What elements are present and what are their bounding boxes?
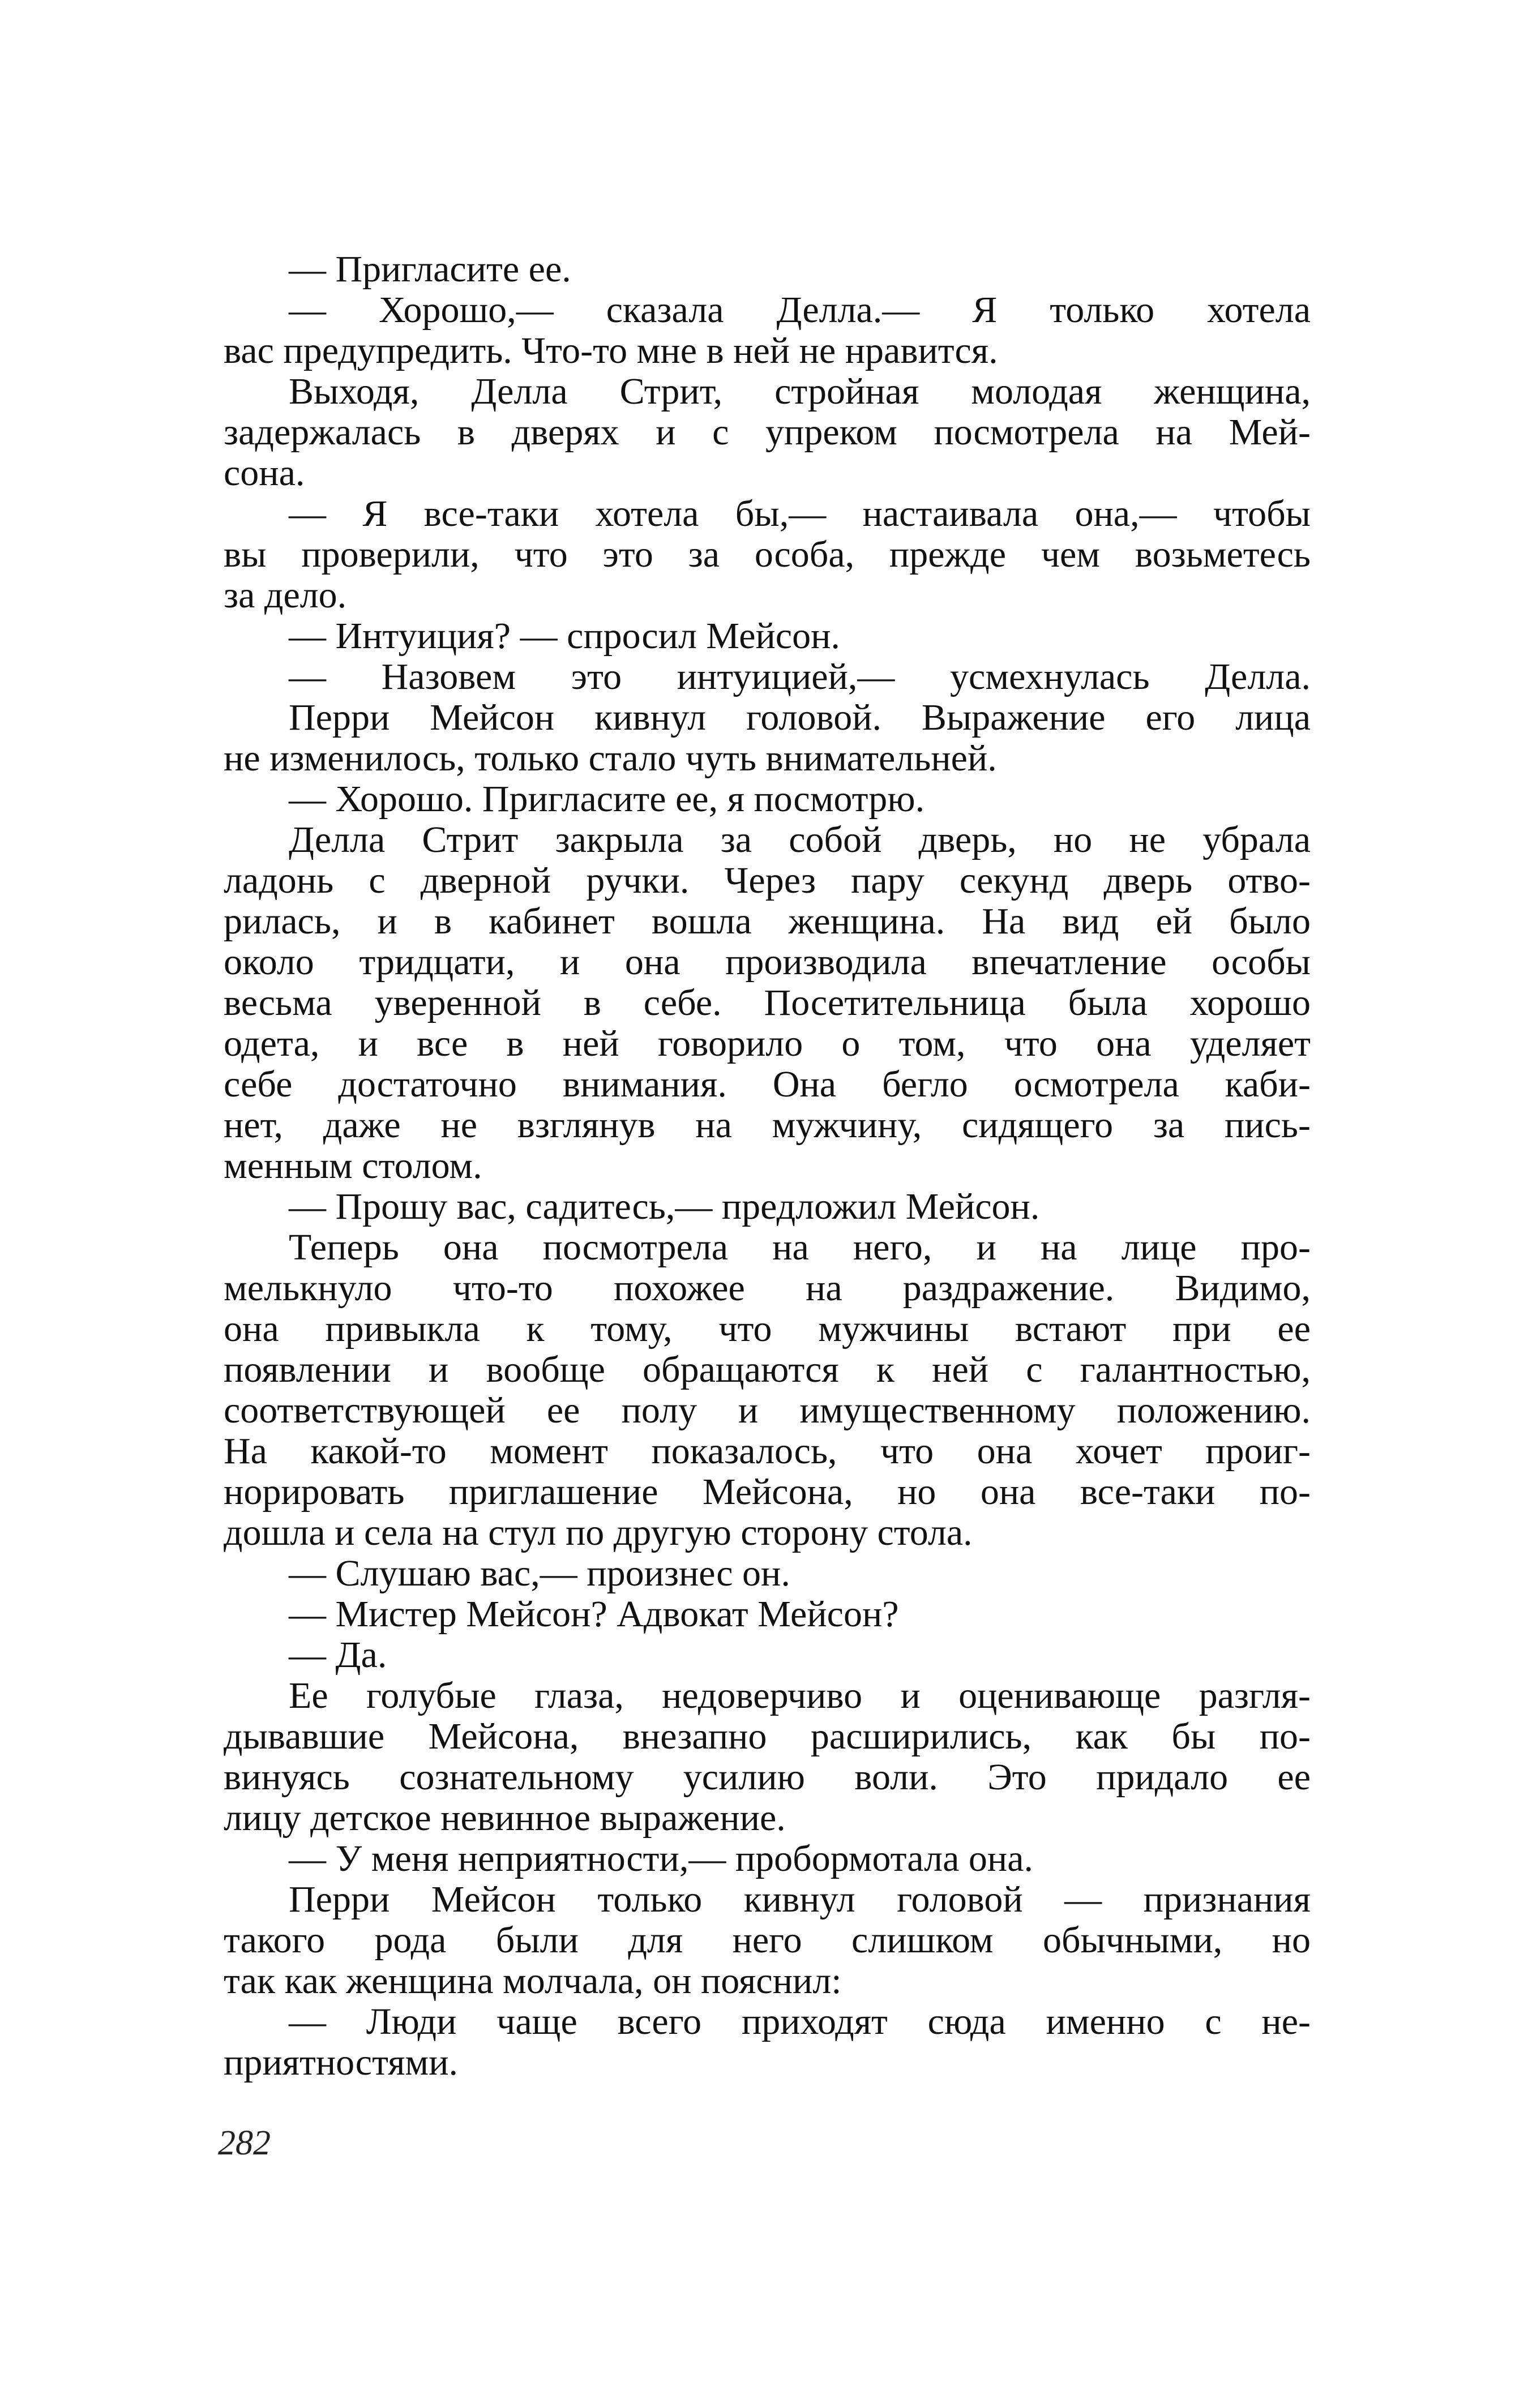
text-line: вас предупредить. Что-то мне в ней не нравится. xyxy=(224,331,998,371)
text-line: — Мистер Мейсон? Адвокат Мейсон? xyxy=(289,1594,899,1635)
text-line: себе достаточно внимания. Она бегло осмотрела каби- xyxy=(224,1064,1311,1105)
text-line: менным столом. xyxy=(224,1146,482,1186)
text-line: — У меня неприятности,— пробормотала она. xyxy=(289,1839,1034,1879)
text-line: — Люди чаще всего приходят сюда именно с не- xyxy=(289,2002,1311,2042)
text-line: — Пригласите ее. xyxy=(289,249,571,290)
text-line: Перри Мейсон кивнул головой. Выражение его лица xyxy=(289,697,1311,738)
text-line: норировать приглашение Мейсона, но она все-таки по- xyxy=(224,1472,1311,1513)
text-line: На какой-то момент показалось, что она хочет проиг- xyxy=(224,1431,1311,1472)
text-line: Теперь она посмотрела на него, и на лице про- xyxy=(289,1227,1311,1268)
text-line: не изменилось, только стало чуть внимательней. xyxy=(224,738,997,779)
text-line: задержалась в дверях и с упреком посмотрела на Мей- xyxy=(224,412,1311,453)
text-line: около тридцати, и она производила впечатление особы xyxy=(224,942,1311,983)
text-line: дывавшие Мейсона, внезапно расширились, как бы по- xyxy=(224,1716,1311,1757)
text-line: лицу детское невинное выражение. xyxy=(224,1798,786,1839)
body-text xyxy=(224,249,1311,2083)
text-line: нет, даже не взглянув на мужчину, сидящего за пись- xyxy=(224,1105,1311,1146)
text-line: Ее голубые глаза, недоверчиво и оценивающе разгля- xyxy=(289,1676,1311,1716)
text-line: — Слушаю вас,— произнес он. xyxy=(289,1553,790,1594)
text-line: она привыкла к тому, что мужчины встают при ее xyxy=(224,1309,1311,1349)
text-line: — Прошу вас, садитесь,— предложил Мейсон. xyxy=(289,1186,1040,1227)
text-line: весьма уверенной в себе. Посетительница была хорошо xyxy=(224,983,1311,1023)
text-line: сона. xyxy=(224,453,305,494)
text-line: одета, и все в ней говорило о том, что она уделяет xyxy=(224,1023,1311,1064)
text-line: ладонь с дверной ручки. Через пару секунд дверь отво- xyxy=(224,860,1311,901)
text-line: — Хорошо. Пригласите ее, я посмотрю. xyxy=(289,779,925,820)
text-line: — Да. xyxy=(289,1635,387,1676)
text-line: вы проверили, что это за особа, прежде чем возьметесь xyxy=(224,534,1311,575)
text-line: такого рода были для него слишком обычными, но xyxy=(224,1920,1311,1961)
text-line: Перри Мейсон только кивнул головой — признания xyxy=(289,1879,1311,1920)
text-line: — Я все-таки хотела бы,— настаивала она,— чтобы xyxy=(289,494,1311,534)
text-line: — Назовем это интуицией,— усмехнулась Делла. xyxy=(289,657,1311,697)
text-line: дошла и села на стул по другую сторону стола. xyxy=(224,1513,973,1553)
text-line: Выходя, Делла Стрит, стройная молодая женщина, xyxy=(289,371,1311,412)
text-line: винуясь сознательному усилию воли. Это придало ее xyxy=(224,1757,1311,1798)
text-line: мелькнуло что-то похожее на раздражение. Видимо, xyxy=(224,1268,1311,1309)
text-line: Делла Стрит закрыла за собой дверь, но не убрала xyxy=(289,820,1311,860)
text-line: появлении и вообще обращаются к ней с галантностью, xyxy=(224,1349,1311,1390)
text-line: приятностями. xyxy=(224,2042,459,2083)
text-line: — Интуиция? — спросил Мейсон. xyxy=(289,616,840,657)
text-line: за дело. xyxy=(224,575,347,616)
text-line: — Хорошо,— сказала Делла.— Я только хотела xyxy=(289,290,1311,331)
text-line: так как женщина молчала, он пояснил: xyxy=(224,1961,842,2002)
text-line: рилась, и в кабинет вошла женщина. На вид ей было xyxy=(224,901,1311,942)
text-line: соответствующей ее полу и имущественному положению. xyxy=(224,1390,1311,1431)
page-number: 282 xyxy=(218,2124,271,2162)
